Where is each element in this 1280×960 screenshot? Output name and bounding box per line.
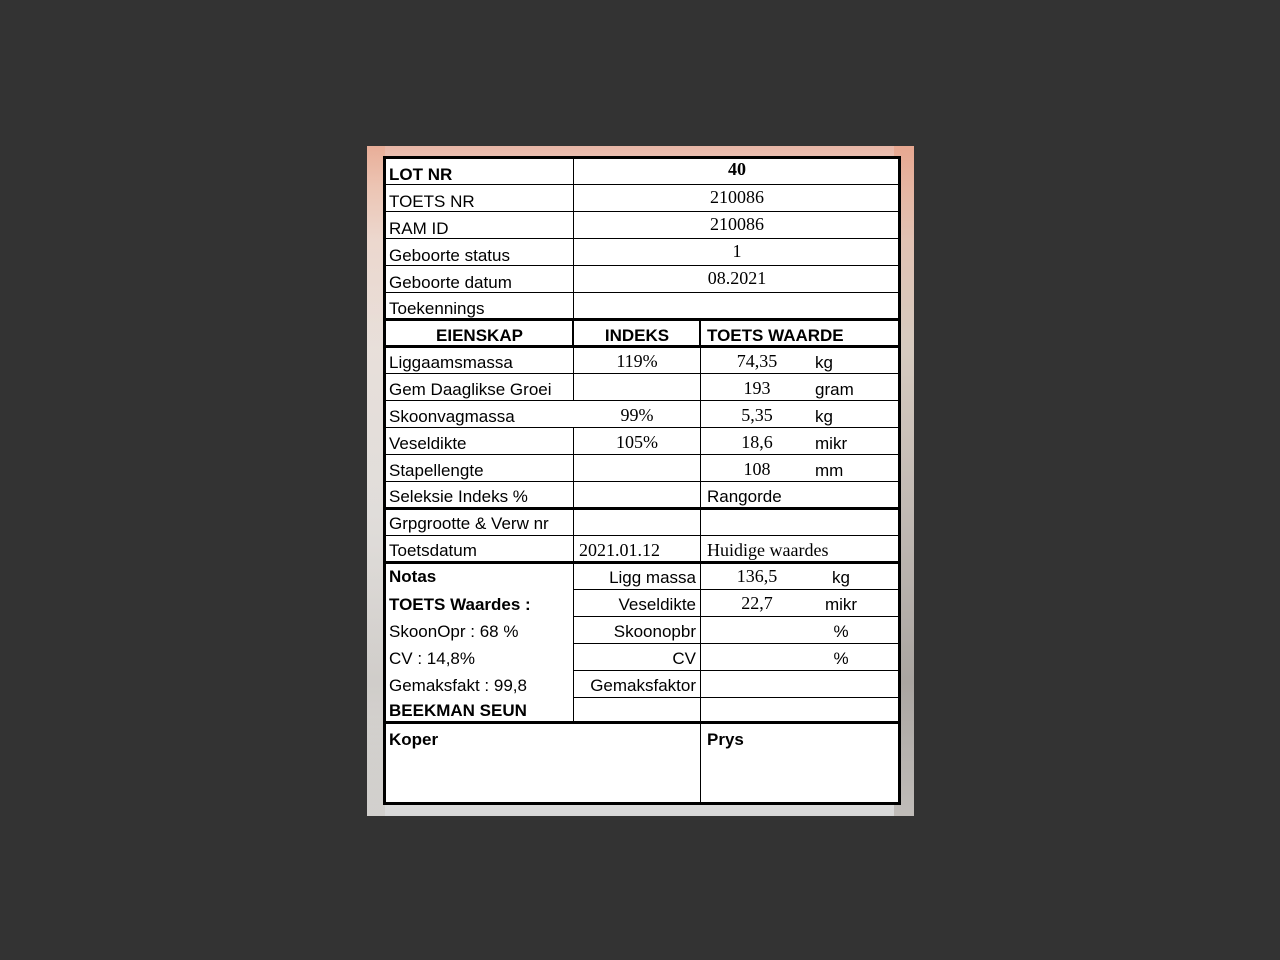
trait-name: Skoonvagmassa	[389, 407, 515, 426]
trait-index: 99%	[620, 405, 654, 425]
rangorde-label: Rangorde	[707, 487, 782, 506]
datum-value: 08.2021	[707, 268, 767, 288]
trait-name: Liggaamsmassa	[389, 353, 513, 372]
trait-unit: kg	[815, 407, 833, 426]
current-label: Veseldikte	[618, 595, 696, 614]
current-unit: %	[833, 649, 849, 668]
datum-label: Geboorte datum	[389, 273, 512, 292]
trait-value: 18,6	[741, 432, 773, 452]
current-unit: kg	[832, 568, 850, 587]
current-label: Gemaksfaktor	[590, 676, 696, 695]
prys-label: Prys	[707, 730, 744, 749]
trait-unit: mikr	[815, 434, 848, 453]
toetsdatum-value: 2021.01.12	[579, 540, 660, 560]
trait-unit: mm	[815, 461, 844, 480]
header-indeks: INDEKS	[604, 326, 670, 345]
trait-value: 193	[743, 378, 771, 398]
status-value: 1	[732, 241, 742, 261]
lot-card	[367, 146, 914, 816]
current-label: CV	[672, 649, 696, 668]
trait-unit: kg	[815, 353, 833, 372]
header-eienskap: EIENSKAP	[436, 326, 523, 345]
status-label: Geboorte status	[389, 246, 510, 265]
current-value: 22,7	[741, 593, 773, 613]
trait-unit: gram	[815, 380, 854, 399]
ram-label: RAM ID	[389, 219, 449, 238]
trait-value: 74,35	[736, 351, 778, 371]
current-unit: %	[833, 622, 849, 641]
current-label: Ligg massa	[609, 568, 696, 587]
ram-info-sheet	[383, 156, 901, 805]
lot-label: LOT NR	[389, 165, 453, 184]
trait-name: Stapellengte	[389, 461, 484, 480]
trait-name: Veseldikte	[389, 434, 467, 453]
notas-label: Notas	[389, 567, 437, 586]
toets-value: 210086	[710, 187, 764, 207]
trait-index: 105%	[616, 432, 658, 452]
ram-value: 210086	[710, 214, 764, 234]
toetsdatum-label: Toetsdatum	[389, 541, 477, 560]
skoonopr-note: SkoonOpr : 68 %	[389, 622, 519, 641]
huidige-waardes-label: Huidige waardes	[707, 540, 829, 560]
header-toets-waarde: TOETS WAARDE	[707, 326, 844, 345]
cv-note: CV : 14,8%	[389, 649, 475, 668]
trait-name: Gem Daaglikse Groei	[389, 380, 552, 399]
trait-value: 5,35	[741, 405, 773, 425]
trait-index: 119%	[616, 351, 658, 371]
trait-value: 108	[743, 459, 771, 479]
koper-label: Koper	[389, 730, 439, 749]
grp-label: Grpgrootte & Verw nr	[389, 514, 549, 533]
toekennings-label: Toekennings	[389, 299, 485, 318]
current-unit: mikr	[824, 595, 858, 614]
seleksie-label: Seleksie Indeks %	[389, 487, 528, 506]
toets-label: TOETS NR	[389, 192, 475, 211]
breeder-name: BEEKMAN SEUN	[389, 701, 527, 720]
gemaksfakt-note: Gemaksfakt : 99,8	[389, 676, 527, 695]
toets-waardes-label: TOETS Waardes :	[389, 595, 531, 614]
lot-value: 40	[728, 159, 746, 179]
current-label: Skoonopbr	[613, 622, 696, 641]
current-value: 136,5	[736, 566, 778, 586]
